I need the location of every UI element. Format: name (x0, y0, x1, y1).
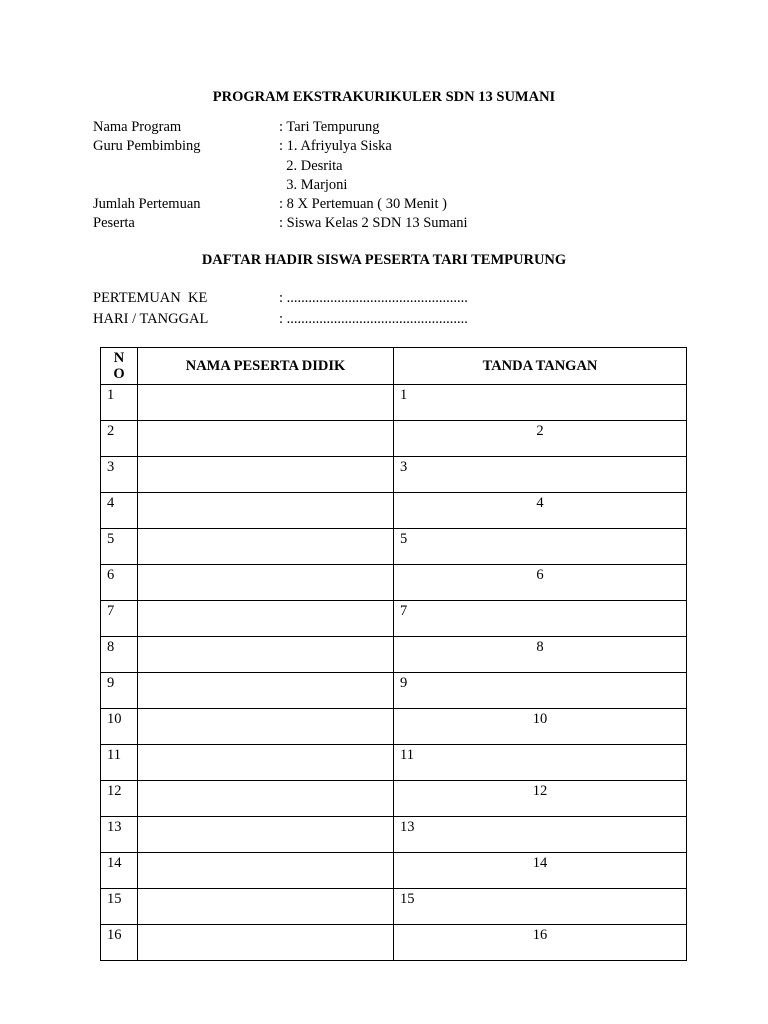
row-number: 13 (101, 817, 138, 853)
table-row (101, 673, 687, 709)
attendance-title: DAFTAR HADIR SISWA PESERTA TARI TEMPURUNG (201, 252, 567, 268)
student-name-cell[interactable] (138, 817, 394, 853)
row-number: 2 (101, 421, 138, 457)
signature-cell[interactable] (394, 637, 687, 673)
program-label: Nama Program (93, 119, 182, 135)
student-name-cell[interactable] (138, 709, 394, 745)
student-name-cell[interactable] (138, 637, 394, 673)
meetings-label: Jumlah Pertemuan (93, 196, 201, 212)
signature-cell[interactable] (394, 745, 687, 781)
info-participants (93, 214, 693, 233)
signature-cell[interactable] (394, 421, 687, 457)
teacher-label: Guru Pembimbing (93, 138, 201, 154)
info-program (93, 118, 693, 137)
row-number: 7 (101, 601, 138, 637)
teacher-3: 3. Marjoni (279, 177, 348, 193)
row-number: 15 (101, 889, 138, 925)
page-title: PROGRAM EKSTRAKURIKULER SDN 13 SUMANI (212, 89, 556, 105)
info-teacher (93, 137, 693, 156)
row-number: 5 (101, 529, 138, 565)
signature-number: 5 (400, 531, 408, 547)
signature-number: 12 (532, 783, 548, 799)
row-number: 6 (101, 565, 138, 601)
meeting-label: PERTEMUAN KE (93, 290, 208, 306)
info-teacher-3 (93, 176, 693, 195)
table-row (101, 421, 687, 457)
teacher-2: 2. Desrita (279, 158, 343, 174)
signature-cell[interactable] (394, 709, 687, 745)
signature-cell[interactable] (394, 817, 687, 853)
row-number: 12 (101, 781, 138, 817)
column-header-no (101, 348, 138, 385)
student-name-cell[interactable] (138, 925, 394, 961)
date-label: HARI / TANGGAL (93, 311, 209, 327)
table-row (101, 781, 687, 817)
signature-cell[interactable] (394, 601, 687, 637)
table-row (101, 529, 687, 565)
signature-number: 6 (536, 567, 544, 583)
info-meetings (93, 195, 693, 214)
signature-number: 9 (400, 675, 408, 691)
signature-cell[interactable] (394, 889, 687, 925)
column-header-no-line1: N (113, 350, 125, 366)
table-row (101, 565, 687, 601)
table-row (101, 925, 687, 961)
date-value[interactable]: : .................................................. (279, 311, 468, 327)
table-row (101, 709, 687, 745)
meetings-value: : 8 X Pertemuan ( 30 Menit ) (279, 196, 447, 212)
column-header-no-line2: O (113, 366, 125, 382)
signature-number: 1 (400, 387, 408, 403)
signature-cell[interactable] (394, 565, 687, 601)
signature-cell[interactable] (394, 781, 687, 817)
table-row (101, 817, 687, 853)
signature-number: 15 (400, 891, 415, 907)
signature-number: 7 (400, 603, 408, 619)
signature-cell[interactable] (394, 529, 687, 565)
signature-number: 13 (400, 819, 415, 835)
signature-number: 16 (532, 927, 548, 943)
row-number: 9 (101, 673, 138, 709)
student-name-cell[interactable] (138, 601, 394, 637)
signature-cell[interactable] (394, 385, 687, 421)
signature-cell[interactable] (394, 673, 687, 709)
row-number: 16 (101, 925, 138, 961)
table-header (101, 348, 687, 385)
student-name-cell[interactable] (138, 529, 394, 565)
signature-cell[interactable] (394, 925, 687, 961)
student-name-cell[interactable] (138, 493, 394, 529)
student-name-cell[interactable] (138, 385, 394, 421)
column-header-name: NAMA PESERTA DIDIK (138, 348, 394, 385)
student-name-cell[interactable] (138, 781, 394, 817)
signature-number: 2 (536, 423, 544, 439)
program-value: : Tari Tempurung (279, 119, 380, 135)
table-row (101, 745, 687, 781)
row-number: 14 (101, 853, 138, 889)
info-teacher-2 (93, 157, 693, 176)
meeting-value[interactable]: : .................................................. (279, 290, 468, 306)
table-row (101, 853, 687, 889)
date-row (93, 310, 693, 329)
signature-cell[interactable] (394, 493, 687, 529)
signature-number: 14 (532, 855, 548, 871)
student-name-cell[interactable] (138, 889, 394, 925)
table-row (101, 385, 687, 421)
participants-value: : Siswa Kelas 2 SDN 13 Sumani (279, 215, 468, 231)
signature-cell[interactable] (394, 853, 687, 889)
student-name-cell[interactable] (138, 853, 394, 889)
teacher-1: : 1. Afriyulya Siska (279, 138, 392, 154)
signature-number: 8 (536, 639, 544, 655)
row-number: 3 (101, 457, 138, 493)
row-number: 1 (101, 385, 138, 421)
row-number: 10 (101, 709, 138, 745)
student-name-cell[interactable] (138, 673, 394, 709)
signature-cell[interactable] (394, 457, 687, 493)
student-name-cell[interactable] (138, 745, 394, 781)
table-row (101, 457, 687, 493)
signature-number: 10 (532, 711, 548, 727)
student-name-cell[interactable] (138, 421, 394, 457)
table-row (101, 637, 687, 673)
signature-number: 3 (400, 459, 408, 475)
meeting-row (93, 289, 693, 308)
participants-label: Peserta (93, 215, 135, 231)
student-name-cell[interactable] (138, 565, 394, 601)
signature-number: 4 (536, 495, 544, 511)
table-row (101, 889, 687, 925)
table-row (101, 601, 687, 637)
column-header-signature: TANDA TANGAN (394, 348, 687, 385)
row-number: 4 (101, 493, 138, 529)
table-row (101, 493, 687, 529)
attendance-table (100, 347, 687, 961)
row-number: 8 (101, 637, 138, 673)
row-number: 11 (101, 745, 138, 781)
signature-number: 11 (400, 747, 414, 763)
student-name-cell[interactable] (138, 457, 394, 493)
